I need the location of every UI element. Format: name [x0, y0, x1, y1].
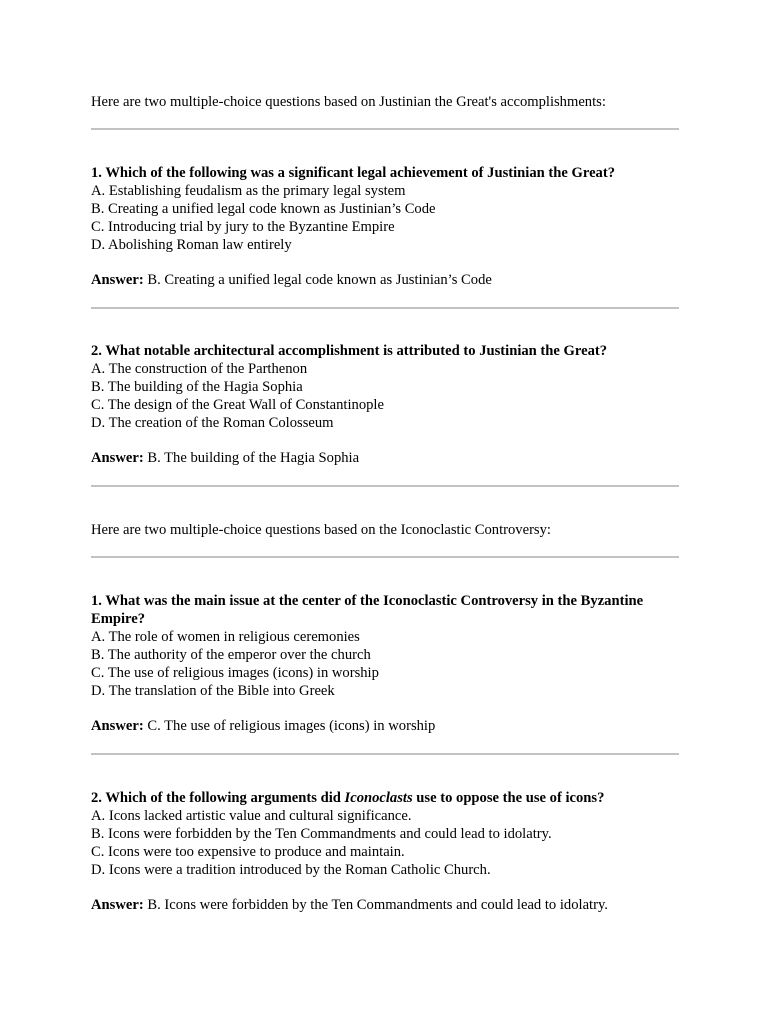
divider: [91, 128, 679, 130]
question-block: [91, 165, 679, 290]
option-a: A. Establishing feudalism as the primary legal system: [91, 182, 406, 199]
option-c: C. The design of the Great Wall of Constantinople: [91, 396, 384, 413]
question-block: [91, 790, 679, 915]
option-a: A. Icons lacked artistic value and cultural significance.: [91, 807, 412, 824]
option-b: B. The building of the Hagia Sophia: [91, 378, 303, 395]
answer-label: Answer:: [91, 272, 144, 289]
answer-text: B. Icons were forbidden by the Ten Commandments and could lead to idolatry.: [147, 897, 608, 914]
answer-label: Answer:: [91, 897, 144, 914]
option-a: A. The construction of the Parthenon: [91, 360, 308, 377]
question-block: [91, 343, 679, 468]
option-d: D. Icons were a tradition introduced by the Roman Catholic Church.: [91, 861, 491, 878]
option-c: C. Icons were too expensive to produce and maintain.: [91, 843, 405, 860]
divider: [91, 485, 679, 487]
divider: [91, 307, 679, 309]
option-a: A. The role of women in religious ceremonies: [91, 628, 360, 645]
question-block: [91, 593, 679, 736]
divider: [91, 753, 679, 755]
option-d: D. Abolishing Roman law entirely: [91, 236, 292, 253]
answer-label: Answer:: [91, 450, 144, 467]
question-text: 1. Which of the following was a significant legal achievement of Justinian the Great?: [91, 165, 616, 181]
option-c: C. Introducing trial by jury to the Byzantine Empire: [91, 218, 395, 235]
answer-line: [91, 450, 679, 468]
question-text-suffix: use to oppose the use of icons?: [412, 790, 605, 806]
answer-label: Answer:: [91, 718, 144, 735]
answer-text: B. Creating a unified legal code known as Justinian’s Code: [147, 272, 492, 289]
divider: [91, 556, 679, 558]
answer-line: [91, 272, 679, 290]
answer-line: [91, 718, 679, 736]
intro-iconoclasm: Here are two multiple-choice questions based on the Iconoclastic Controversy:: [91, 522, 551, 538]
answer-text: B. The building of the Hagia Sophia: [147, 450, 360, 467]
option-d: D. The translation of the Bible into Greek: [91, 682, 335, 699]
option-b: B. The authority of the emperor over the church: [91, 646, 371, 663]
question-text-prefix: 2. Which of the following arguments did: [91, 790, 345, 806]
question-text: 1. What was the main issue at the center of the Iconoclastic Controversy in the Byzantine Empire?: [91, 593, 644, 627]
answer-text: C. The use of religious images (icons) in worship: [147, 718, 436, 735]
intro-justinian: Here are two multiple-choice questions based on Justinian the Great's accomplishments:: [91, 94, 606, 110]
option-c: C. The use of religious images (icons) in worship: [91, 664, 379, 681]
option-b: B. Creating a unified legal code known as Justinian’s Code: [91, 200, 436, 217]
option-d: D. The creation of the Roman Colosseum: [91, 414, 334, 431]
answer-line: [91, 897, 679, 915]
question-text: 2. What notable architectural accomplishment is attributed to Justinian the Great?: [91, 343, 608, 359]
question-text-emphasis: Iconoclasts: [344, 790, 413, 806]
question-text: [91, 790, 679, 808]
option-b: B. Icons were forbidden by the Ten Commandments and could lead to idolatry.: [91, 825, 552, 842]
